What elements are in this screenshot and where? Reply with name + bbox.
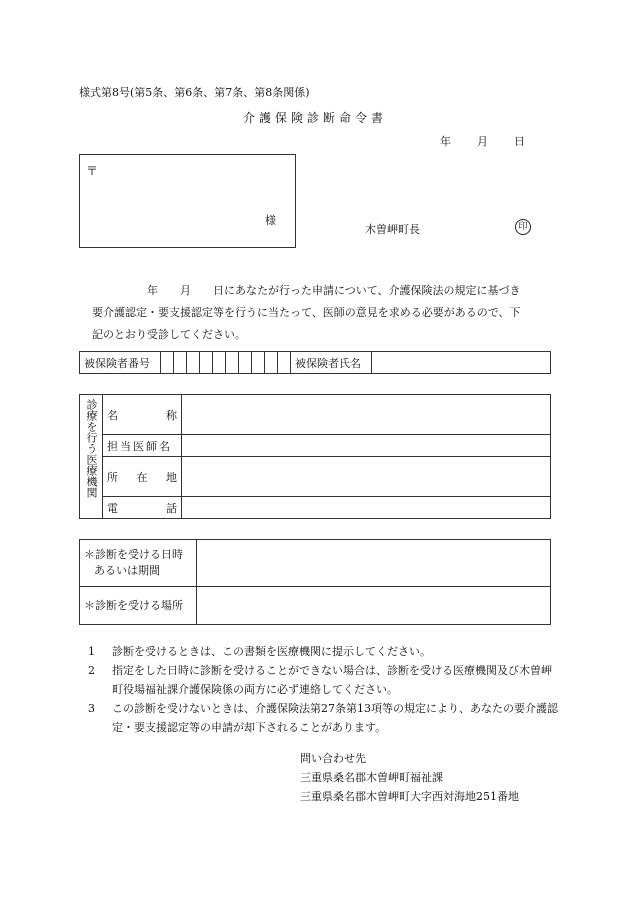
addressee-box [79, 154, 296, 248]
document-title: 介護保険診断命令書 [242, 111, 387, 125]
form-number: 様式第8号(第5条、第6条、第7条、第8条関係) [79, 86, 310, 99]
postal-mark: 〒 [86, 164, 99, 178]
clinic-side-label: 診療を行う医療機関 [80, 395, 103, 519]
insured-number-digit[interactable] [278, 352, 291, 374]
clinic-phone-field[interactable] [182, 497, 551, 519]
insured-number-digit[interactable] [252, 352, 265, 374]
insured-number-digit[interactable] [239, 352, 252, 374]
date-year: 年 [440, 135, 451, 148]
insured-name-field[interactable] [372, 352, 551, 374]
body-paragraph [79, 280, 559, 346]
note-item: 1 診断を受けるときは、この書類を医療機関に提示してください。 [88, 645, 431, 658]
issuer-name: 木曽岬町長 [365, 223, 420, 236]
diagnosis-place-label: ＊診断を受ける場所 [80, 587, 197, 625]
insured-number-digit[interactable] [161, 352, 174, 374]
insured-number-digit[interactable] [265, 352, 278, 374]
addressee-honorific: 様 [265, 214, 276, 227]
insured-number-digit[interactable] [226, 352, 239, 374]
contact-heading: 問い合わせ先 [300, 752, 366, 765]
insured-number-digit[interactable] [187, 352, 200, 374]
insured-number-label: 被保険者番号 [80, 352, 161, 374]
doctor-name-label: 担当医師名 [103, 435, 182, 457]
insured-number-digit[interactable] [213, 352, 226, 374]
contact-dept: 三重県桑名郡木曽岬町福祉課 [300, 771, 443, 784]
date-month: 月 [477, 135, 488, 148]
clinic-name-label: 名 称 [103, 395, 182, 435]
clinic-phone-label: 電 話 [103, 497, 182, 519]
diagnosis-datetime-field[interactable] [197, 540, 551, 587]
issue-date [440, 133, 525, 149]
seal-mark: 印 [515, 219, 531, 235]
contact-address: 三重県桑名郡木曽岬町大字西対海地251番地 [300, 790, 519, 803]
doctor-name-field[interactable] [182, 435, 551, 457]
insured-number-digit[interactable] [174, 352, 187, 374]
clinic-address-field[interactable] [182, 457, 551, 497]
diagnosis-datetime-label: ＊診断を受ける日時 あるいは期間 [80, 540, 197, 587]
insured-name-label: 被保険者氏名 [291, 352, 372, 374]
note-item: 3 この診断を受けないときは、介護保険法第27条第13項等の規定により、あなたの要介護認定・要支援認定等の申請が却下されることがあります。 [88, 702, 558, 734]
clinic-address-label: 所 在 地 [103, 457, 182, 497]
insured-number-digit[interactable] [200, 352, 213, 374]
note-item: 2 指定をした日時に診断を受けることができない場合は、診断を受ける医療機関及び木曽岬町役場福祉課介護保険係の両方に必ず連絡してください。 [88, 664, 552, 696]
body-line-3: 記のとおり受診してください。 [92, 328, 246, 341]
clinic-name-field[interactable] [182, 395, 551, 435]
contact-info [300, 749, 519, 806]
insured-table [79, 351, 551, 374]
diagnosis-table [79, 539, 551, 625]
body-line-1: 年 月 日にあなたが行った申請について、介護保険法の規定に基づき [147, 284, 521, 297]
notes-list [79, 642, 559, 737]
body-line-2: 要介護認定・要支援認定等を行うに当たって、医師の意見を求める必要があるので、下 [92, 306, 521, 319]
date-day: 日 [514, 135, 525, 148]
diagnosis-place-field[interactable] [197, 587, 551, 625]
clinic-table [79, 394, 551, 519]
